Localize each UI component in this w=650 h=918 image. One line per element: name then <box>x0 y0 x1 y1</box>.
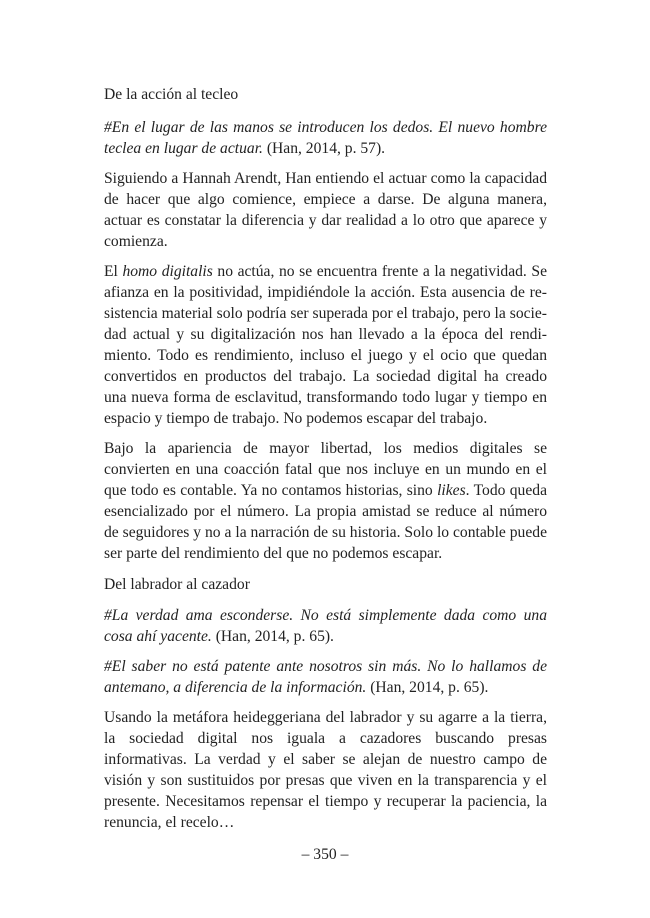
paragraph-1: Siguiendo a Hannah Arendt, Han entiendo el actuar como la capacidad de hacer que algo comience, empiece a darse. De alguna manera, actuar es constatar la diferencia y dar realidad a lo otro que aparece y comienza. <box>104 170 547 250</box>
page-body <box>104 84 547 842</box>
paragraph-2-end: no actúa, no se encuentra frente a la negatividad. Se afianza en la positividad, impidiéndole la acción. Esta ausencia de resistencia material solo podría ser superada por el trabajo, pero la sociedad actual y su digitalización nos han llevado a la época del rendimiento. Todo es rendimiento, incluso el juego y el ocio que quedan convertidos en productos del trabajo. La sociedad digital ha creado una nueva forma de esclavitud, transformando todo lugar y tiempo en espacio y tiempo de trabajo. No podemos escapar del trabajo. <box>104 263 547 427</box>
paragraph-4: Usando la metáfora heideggeriana del labrador y su agarre a la tierra, la sociedad digital nos iguala a cazadores buscando presas informativas. La verdad y el saber se alejan de nuestro campo de visión y son sustituidos por presas que viven en la transparencia y el presente. Necesitamos repensar el tiempo y recuperar la paciencia, la renuncia, el recelo… <box>104 709 547 831</box>
paragraph-2-start: El <box>104 263 123 280</box>
section-heading-2: Del labrador al cazador <box>104 576 250 593</box>
page-number: – 350 – <box>301 846 349 863</box>
quote-2 <box>104 605 547 647</box>
quote-2-text: #La verdad ama esconderse. No está simplemente dada como una cosa ahí yacente. <box>104 607 547 645</box>
quote-3-citation: (Han, 2014, p. 65). <box>366 679 489 696</box>
paragraph-3-end: . Todo queda esencializado por el número. La propia amistad se reduce al número de seguidores y no a la narración de su historia. Solo lo contable puede ser parte del rendimiento del que no podemos escapar. <box>104 482 547 562</box>
paragraph-3-start: Bajo la apariencia de mayor libertad, los medios digitales se convierten en una coacción fatal que nos incluye en un mundo en el que todo es contable. Ya no contamos historias, sino <box>104 440 547 499</box>
section-heading-1: De la acción al tecleo <box>104 86 239 103</box>
paragraph-3 <box>104 438 547 564</box>
paragraph-2 <box>104 261 547 429</box>
quote-3 <box>104 656 547 698</box>
quote-2-citation: (Han, 2014, p. 65). <box>211 628 334 645</box>
quote-3-text: #El saber no está patente ante nosotros sin más. No lo hallamos de antemano, a diferencia de la información. <box>104 658 547 696</box>
quote-1-text: #En el lugar de las manos se introducen los dedos. El nuevo hombre teclea en lugar de actuar. <box>104 119 547 157</box>
paragraph-3-italic: likes <box>437 482 466 499</box>
paragraph-2-italic: homo digitalis <box>122 263 213 280</box>
quote-1 <box>104 117 547 159</box>
quote-1-citation: (Han, 2014, p. 57). <box>262 140 386 157</box>
